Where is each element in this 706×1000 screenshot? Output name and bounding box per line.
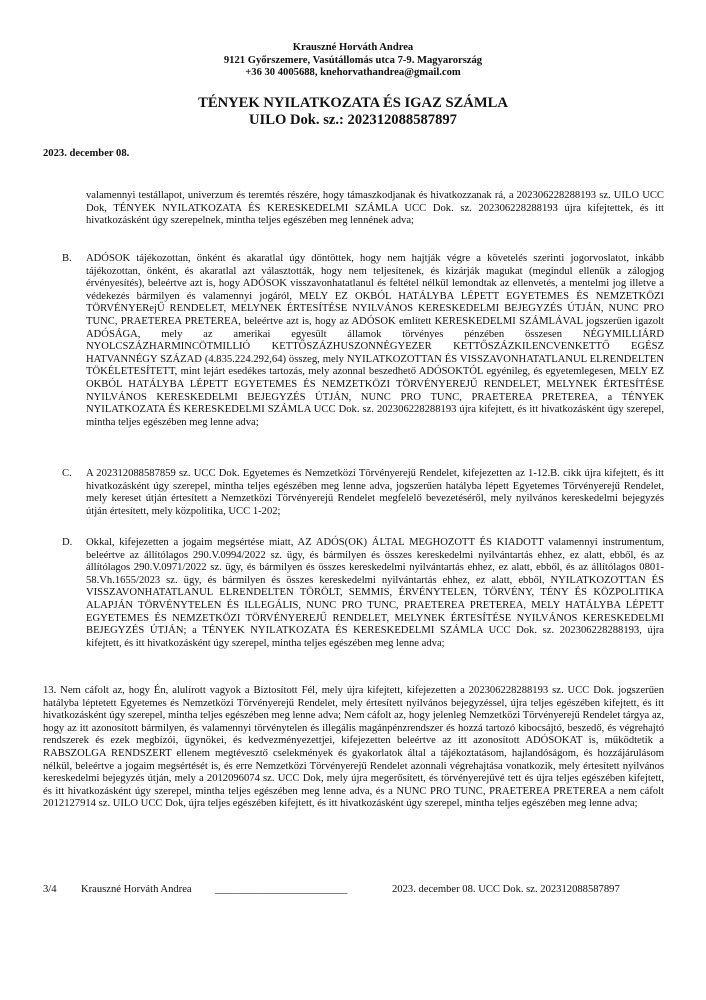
section-b-paragraph: ADÓSOK tájékozottan, önként és akaratlal úgy döntöttek, hogy nem hajtják végre a követelés szerinti jogorvoslatot, inkább tájékozottan, önként, és akaratlal azt választották, hogy nem teljesítenek, és kizárják magukat (megindul ellenük a zálogjog érvényesítés), beleértve azt is, hogy ADÓSOK visszavonhatatlanul és feltétel nélkül lemondtak az ellenvetés, a mentelmi jog illetve a védekezés bármilyen és valamennyi jogáról, MELY EZ OKBÓL HATÁLYBA LÉPETT EGYETEMES ÉS NEMZETKÖZI TÖRVÉNYERejŰ RENDELET, MELYNEK ÉRTESÍTÉSE NYILVÁNOS KERESKEDELMI BEJEGYZÉS ÚTJÁN, NUNC PRO TUNC, PRAETEREA PRETEREA, beleértve azt is, hogy az ADÓSOK említett KERESKEDELMI SZÁMLÁVAL jogszerűen igazolt ADÓSÁGA, mely az amerikai egyesült államok törvényes pénzében összesen NÉGYMILLIÁRD NYOLCSZÁZHARMINCÖTMILLIÓ KETTŐSZÁZHUSZONNÉGYEZER KETTŐSZÁZKILENCVENKETTŐ EGÉSZ HATVANNÉGY SZÁZAD (4.835.224.292,64) összeg, mely NYILATKOZOTTAN ÉS VISSZAVONHATATLANUL ELRENDELTEN TÖKÉLETESÍTETT, mint lejárt esedékes tartozás, mely azonnal beszedhető ADÓSOKTÓL egyénileg, és egyetemlegesen, MELY EZ OKBÓL HATÁLYBA LÉPETT EGYETEMES ÉS NEMZETKÖZI TÖRVÉNYEREJŰ RENDELET, MELYNEK ÉRTESÍTÉSE NYILVÁNOS KERESKEDELMI BEJEGYZÉS ÚTJÁN, NUNC PRO TUNC, PRAETEREA PRETEREA, a TÉNYEK NYILATKOZATA ÉS KERESKEDELMI SZÁMLA UCC Dok. sz. 202306228288193 újra kifejtett, és itt hivatkozásként úgy szerepel, mintha teljes egészében meg lenne adva; bbox=[86, 253, 664, 428]
section-d-paragraph: Okkal, kifejezetten a jogaim megsértése miatt, AZ ADÓS(OK) ÁLTAL MEGHOZOTT ÉS KIADOTT valamennyi instrumentum, beleértve az állítólagos 290.V.0994/2022 sz. ügy, és bármilyen és összes kereskedelmi nyilvántartás ehhez, ez alatt, ebből, és az állítólagos 290.V.0971/2022 sz. ügy, és bármilyen és összes kereskedelmi nyilvántartás ehhez, ez alatt, ebből, és az állítólagos 0801-58.Vh.1655/2023 sz. ügy, és bármilyen és összes kereskedelmi nyilvántartás ehhez, ez alatt, ebből, NYILATKOZOTTAN ÉS VISSZAVONHATATLANUL ELRENDELTEN TÖRÖLT, SEMMIS, ÉRVÉNYTELEN, TÖRVÉNY, TÉNY ÉS KÖZPOLITIKA ALAPJÁN TÖRVÉNYTELEN ÉS ILLEGÁLIS, NUNC PRO TUNC, PRAETEREA PRETEREA, MELY HATÁLYBA LÉPETT EGYETEMES ÉS NEMZETKÖZI TÖRVÉNYEREJŰ RENDELET, MELYNEK ÉRTESÍTÉSE NYILVÁNOS KERESKEDELMI BEJEGYZÉS ÚTJÁN; a TÉNYEK NYILATKOZATA ÉS KERESKEDELMI SZÁMLA UCC Dok. sz. 202306228288193, újra kifejtett, és itt hivatkozásként úgy szerepel, mintha teljes egészében meg lenne adva; bbox=[86, 537, 664, 649]
section-b-label: B. bbox=[62, 253, 72, 264]
section-c-paragraph: A 202312088587859 sz. UCC Dok. Egyetemes és Nemzetközi Törvényerejű Rendelet, kifejezetten az 1-12.B. cikk újra kifejtett, és itt hivatkozásként úgy szerepel, mintha teljes egészében meg lenne adva, jogszerűen hatályba lépett Egyetemes Törvényerejű Rendelet, mely kereset útján értesített a Nemzetközi Törvényerejű Rendelet megfelelő bevezetéséről, mely nyilvános kereskedelmi bejegyzés útján értesített, mely közpolitika, UCC 1-202; bbox=[86, 468, 664, 517]
intro-paragraph: valamennyi testállapot, univerzum és teremtés részére, hogy támaszkodjanak és hivatkozzanak rá, a 202306228288193 sz. UILO UCC Dok, TÉNYEK NYILATKOZATA ÉS KERESKEDELMI SZÁMLA UCC Dok. sz. 202306228288193 újra kifejtettek, és itt hivatkozásként úgy szerepelnek, mintha teljes egészében meg lennének adva; bbox=[86, 190, 664, 227]
page-footer bbox=[43, 884, 673, 898]
section-c-label: C. bbox=[62, 468, 72, 479]
signature-line: _________________________ bbox=[215, 884, 348, 895]
document-date: 2023. december 08. bbox=[43, 148, 130, 159]
title-line-1: TÉNYEK NYILATKOZATA ÉS IGAZ SZÁMLA bbox=[198, 95, 508, 111]
page-number: 3/4 bbox=[43, 884, 57, 895]
section-d-label: D. bbox=[62, 537, 73, 548]
document-title bbox=[0, 95, 706, 129]
document-header bbox=[0, 42, 706, 80]
footer-date-reference: 2023. december 08. UCC Dok. sz. 202312088587897 bbox=[392, 884, 620, 895]
paragraph-13: 13. Nem cáfolt az, hogy Én, alulírott vagyok a Biztosított Fél, mely újra kifejtett, kifejezetten a 202306228288193 sz. UCC Dok. jogszerűen hatályba léptetett Egyetemes és Nemzetközi Törvényerejű Rendelet, mely értesített nyilvános bejegyzéssel, újra teljes egészében kifejtett, és itt hivatkozásként úgy szerepel, mintha teljes egészében meg lenne adva; Nem cáfolt az, hogy jelenleg Nemzetközi Törvényerejű Rendelet tárgya az, hogy az itt azonosított bármilyen, és valamennyi törvénytelen és illegális magánpénzrendszer és hozzá tartozó kibocsájtó, beszedő, és végrehajtó rendszerek és ezek megbízói, ügynökei, és kedvezményezettjei, kifejezetten beleértve az itt azonosított ADÓSOKAT is, működtetik a RABSZOLGA RENDSZERT ellenem megtévesztő cselekmények és gyakorlatok által a tájékoztatásom, hajlandóságom, és hozzájárulásom nélkül, beleértve a jogaim megsértését is, és erre Nemzetközi Törvényerejű Rendelet azonnali végrehajtása vonatkozik, mely értesített nyilvános kereskedelmi bejegyzés útján, mely a 2012096074 sz. UCC Dok, mely újra megerősített, és törvényerejűvé tett és újra teljes egészében kifejtett, és itt hivatkozásként úgy szerepel, mintha teljes egészében meg lenne adva, és a NUNC PRO TUNC, PRAETEREA PRETEREA a nem cáfolt 2012127914 sz. UILO UCC Dok, újra teljes egészében kifejtett, és itt hivatkozásként úgy szerepel, mintha teljes egészében meg lenne adva; bbox=[43, 685, 664, 810]
author-address: 9121 Győrszemere, Vasútállomás utca 7-9. Magyarország bbox=[223, 54, 483, 66]
title-line-2: UILO Dok. sz.: 202312088587897 bbox=[249, 112, 457, 128]
footer-signer: Krauszné Horváth Andrea bbox=[81, 884, 192, 895]
author-name: Krauszné Horváth Andrea bbox=[292, 42, 414, 53]
author-contact: +36 30 4005688, knehorvathandrea@gmail.com bbox=[245, 67, 461, 78]
